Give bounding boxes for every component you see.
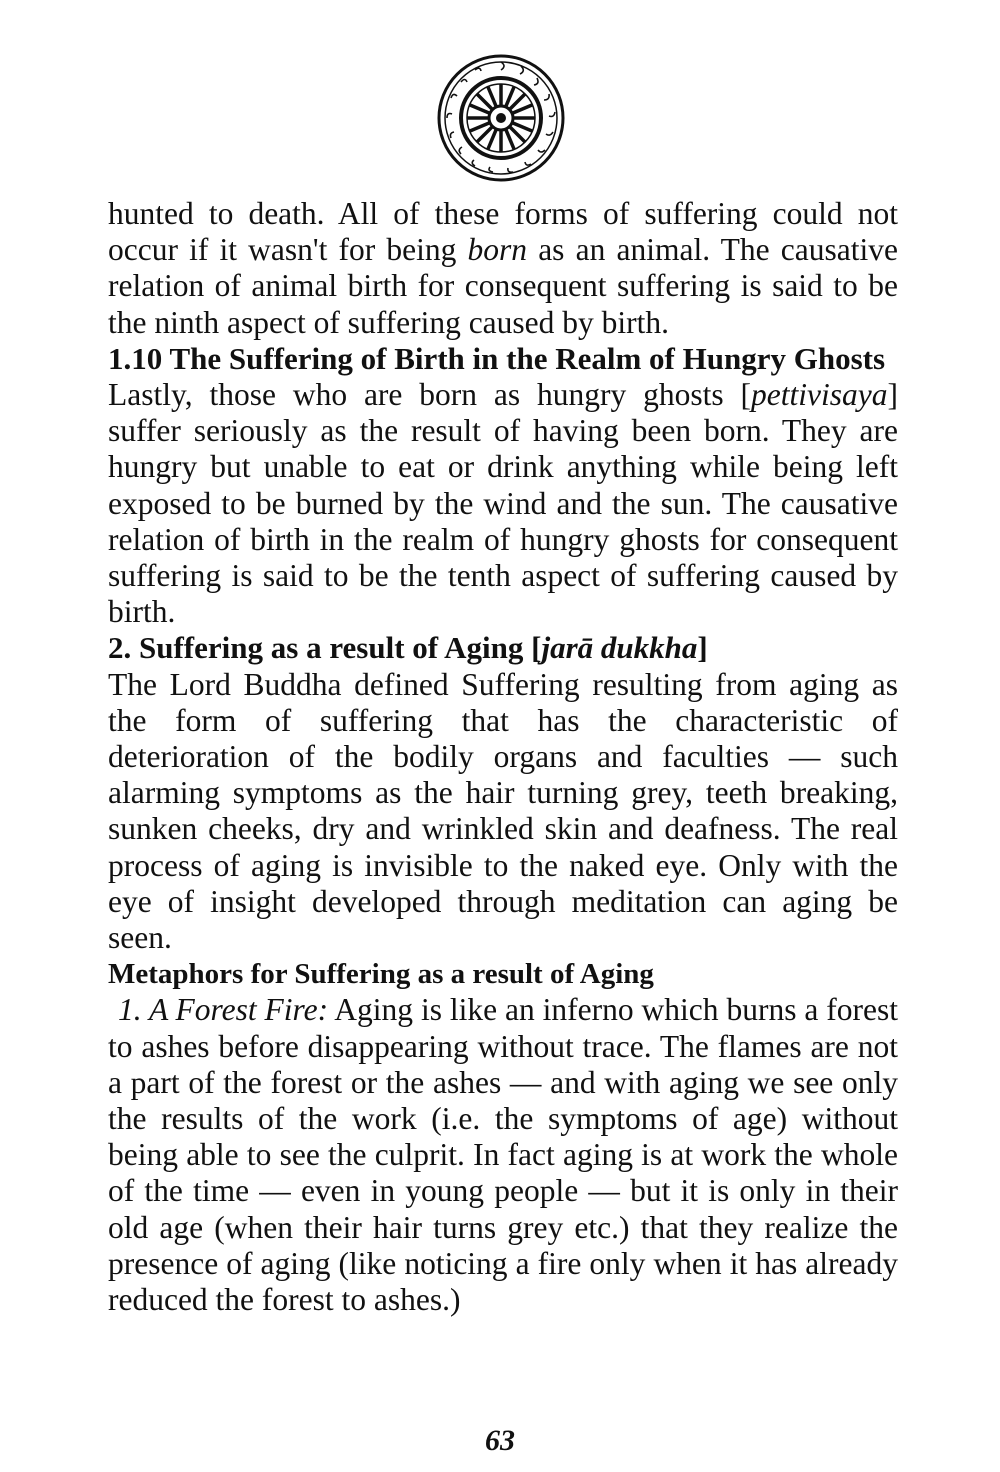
metaphor-label: 1. A Forest Fire: (118, 992, 329, 1028)
section-heading-1-10: 1.10 The Suffering of Birth in the Realm of Hungry Ghosts (108, 340, 886, 376)
emphasis-born: born (467, 232, 528, 268)
paragraph-2: Lastly, those who are born as hungry ghosts [pettivisaya] suffer seriously as the result of having been born. They are hungry but unable to eat or drink anything while being left exposed to be burned by the wind and the sun. The causative relation of birth in the realm of hungry ghosts for consequent suffering is said to be the tenth aspect of suffering caused by birth. (108, 377, 898, 630)
subheading-metaphors: Metaphors for Suffering as a result of Aging (108, 958, 654, 991)
section-heading-2: 2. Suffering as a result of Aging [jarā dukkha] (108, 630, 708, 666)
paragraph-1: hunted to death. All of these forms of suffering could not occur if it wasn't for being born as an animal. The causative relation of animal birth for consequent suffering is said to be the ninth aspect of suffering caused by birth. (108, 196, 898, 340)
metaphor-item-1: 1. A Forest Fire: Aging is like an inferno which burns a forest to ashes before disappearing without trace. The flames are not a part of the forest or the ashes — and with aging we see only the results of the work (i.e. the symptoms of age) without being able to see the culprit. In fact aging is at work the whole of the time — even in young people — but it is only in their old age (when their hair turns grey etc.) that they realize the presence of aging (like noticing a fire only when it has already reduced the forest to ashes.) (108, 992, 898, 1318)
emphasis-jara-dukkha: jarā dukkha (541, 630, 698, 666)
dharma-wheel-icon (437, 54, 565, 182)
paragraph-3: The Lord Buddha defined Suffering resulting from aging as the form of suffering that has the characteristic of deterioration of the bodily organs and faculties — such alarming symptoms as the hair turning grey, teeth breaking, sunken cheeks, dry and wrinkled skin and deafness. The real process of aging is invisible to the naked eye. Only with the eye of insight developed through meditation can aging be seen. (108, 666, 898, 956)
page-body (108, 196, 898, 1318)
emphasis-pettivisaya: pettivisaya (751, 377, 888, 413)
page-number: 63 (485, 1424, 515, 1457)
